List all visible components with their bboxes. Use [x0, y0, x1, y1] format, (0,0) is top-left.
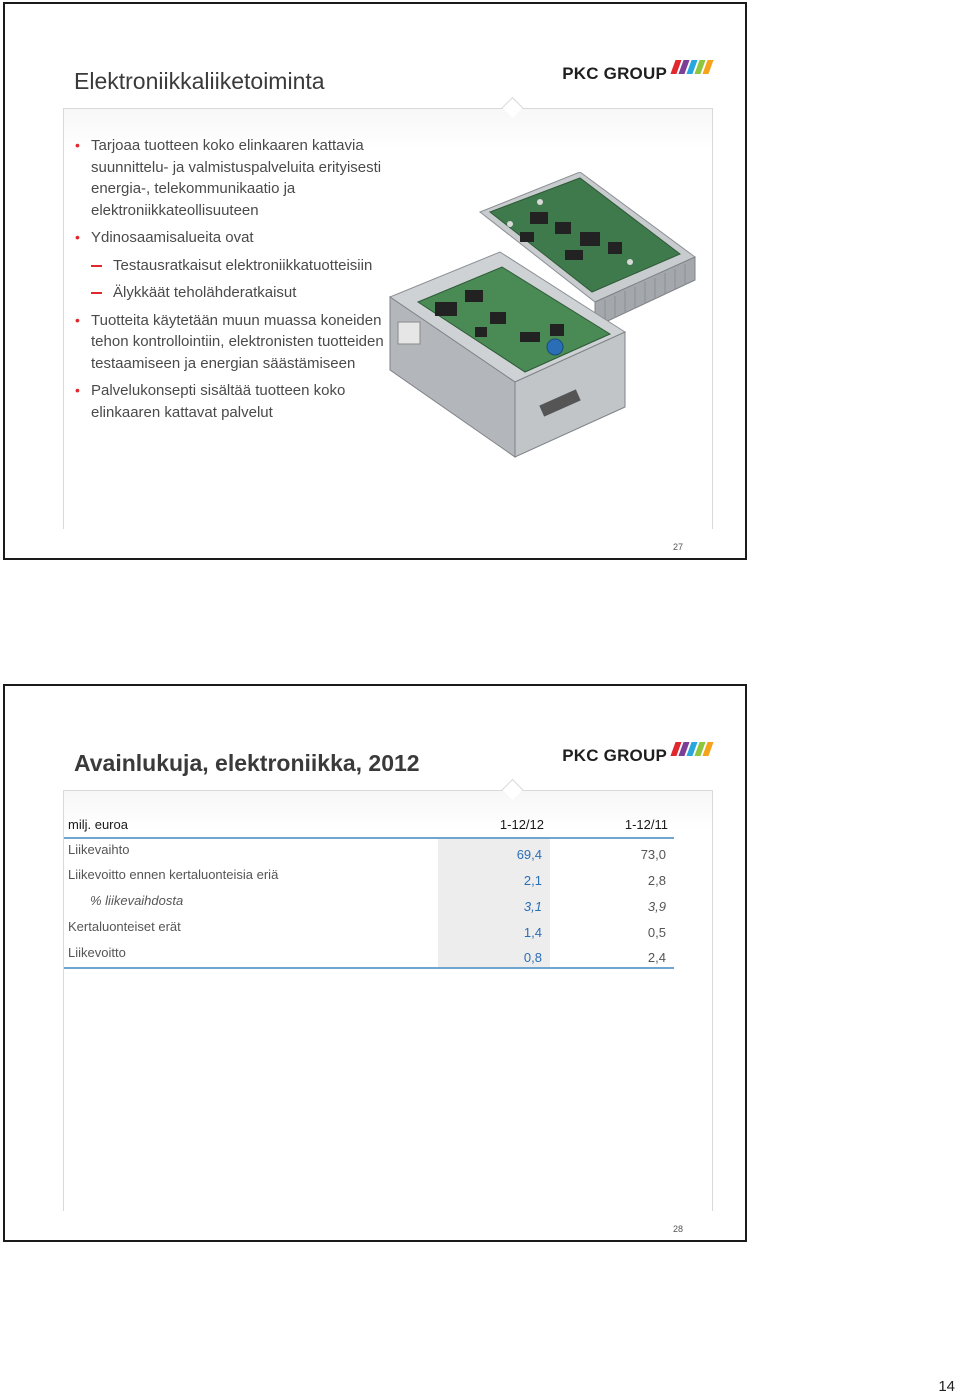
table-row	[64, 838, 674, 864]
table-row	[64, 942, 674, 968]
logo-text: PKC GROUP	[562, 746, 667, 765]
dash-icon	[91, 292, 102, 294]
bullet-item: • Tarjoaa tuotteen koko elinkaaren kattavia suunnittelu- ja valmistuspalveluita erityisesti energia-, telekommunikaatio ja elektroniikkateollisuuteen	[75, 137, 382, 219]
bullet-item: • Ydinosaamisalueita ovat	[75, 227, 385, 249]
slide-27	[3, 2, 747, 560]
bullet-icon: •	[75, 229, 80, 245]
value-2011: 3,9	[647, 899, 666, 914]
pkc-group-logo	[562, 746, 709, 766]
logo-stripes-icon	[671, 58, 709, 74]
table-header-row	[64, 813, 674, 838]
value-2012: 3,1	[438, 890, 550, 916]
logo-text: PKC GROUP	[562, 64, 667, 83]
value-2012: 2,1	[438, 864, 550, 890]
table-row	[64, 864, 674, 890]
bullet-item: • Palvelukonsepti sisältää tuotteen koko elinkaaren kattavat palvelut	[75, 382, 346, 421]
value-2011: 73,0	[640, 847, 666, 862]
document-page-number: 14	[938, 1378, 955, 1395]
sub-bullet-item: Testausratkaisut elektroniikkatuotteisiin	[75, 255, 385, 277]
value-2012: 69,4	[438, 838, 550, 864]
table-row	[64, 916, 674, 942]
logo-stripes-icon	[671, 740, 709, 756]
value-2012: 1,4	[438, 916, 550, 942]
slide-page-number: 28	[672, 1224, 683, 1234]
key-figures-table	[64, 813, 674, 969]
header-unit: milj. euroa	[64, 813, 438, 838]
bullet-icon: •	[75, 382, 80, 398]
bullet-icon: •	[75, 137, 80, 153]
sub-bullet-item: Älykkäät teholähderatkaisut	[75, 282, 385, 304]
value-2012: 0,8	[438, 942, 550, 968]
row-label: % liikevaihdosta	[90, 893, 184, 908]
pkc-group-logo	[562, 64, 709, 84]
bullet-list	[75, 135, 385, 429]
row-label: Liikevoitto ennen kertaluonteisia eriä	[68, 867, 279, 882]
value-2011: 0,5	[647, 925, 666, 940]
slide-title: Elektroniikkaliiketoiminta	[74, 68, 325, 94]
electronics-product-photo	[380, 172, 700, 472]
row-label: Liikevaihto	[68, 842, 130, 857]
dash-icon	[91, 265, 102, 267]
table-row	[64, 890, 674, 916]
row-label: Liikevoitto	[64, 942, 438, 968]
slide-title: Avainlukuja, elektroniikka, 2012	[74, 750, 420, 776]
slide-page-number: 27	[672, 542, 683, 552]
row-label: Kertaluonteiset erät	[68, 919, 181, 934]
header-period-2012: 1-12/12	[438, 813, 550, 838]
header-period-2011: 1-12/11	[550, 813, 674, 838]
value-2011: 2,8	[647, 873, 666, 888]
value-2011: 2,4	[550, 942, 674, 968]
bullet-item: • Tuotteita käytetään muun muassa koneiden tehon kontrollointiin, elektronisten tuotteiden testaamiseen ja energian säästämiseen	[75, 311, 384, 372]
bullet-icon: •	[75, 311, 80, 328]
